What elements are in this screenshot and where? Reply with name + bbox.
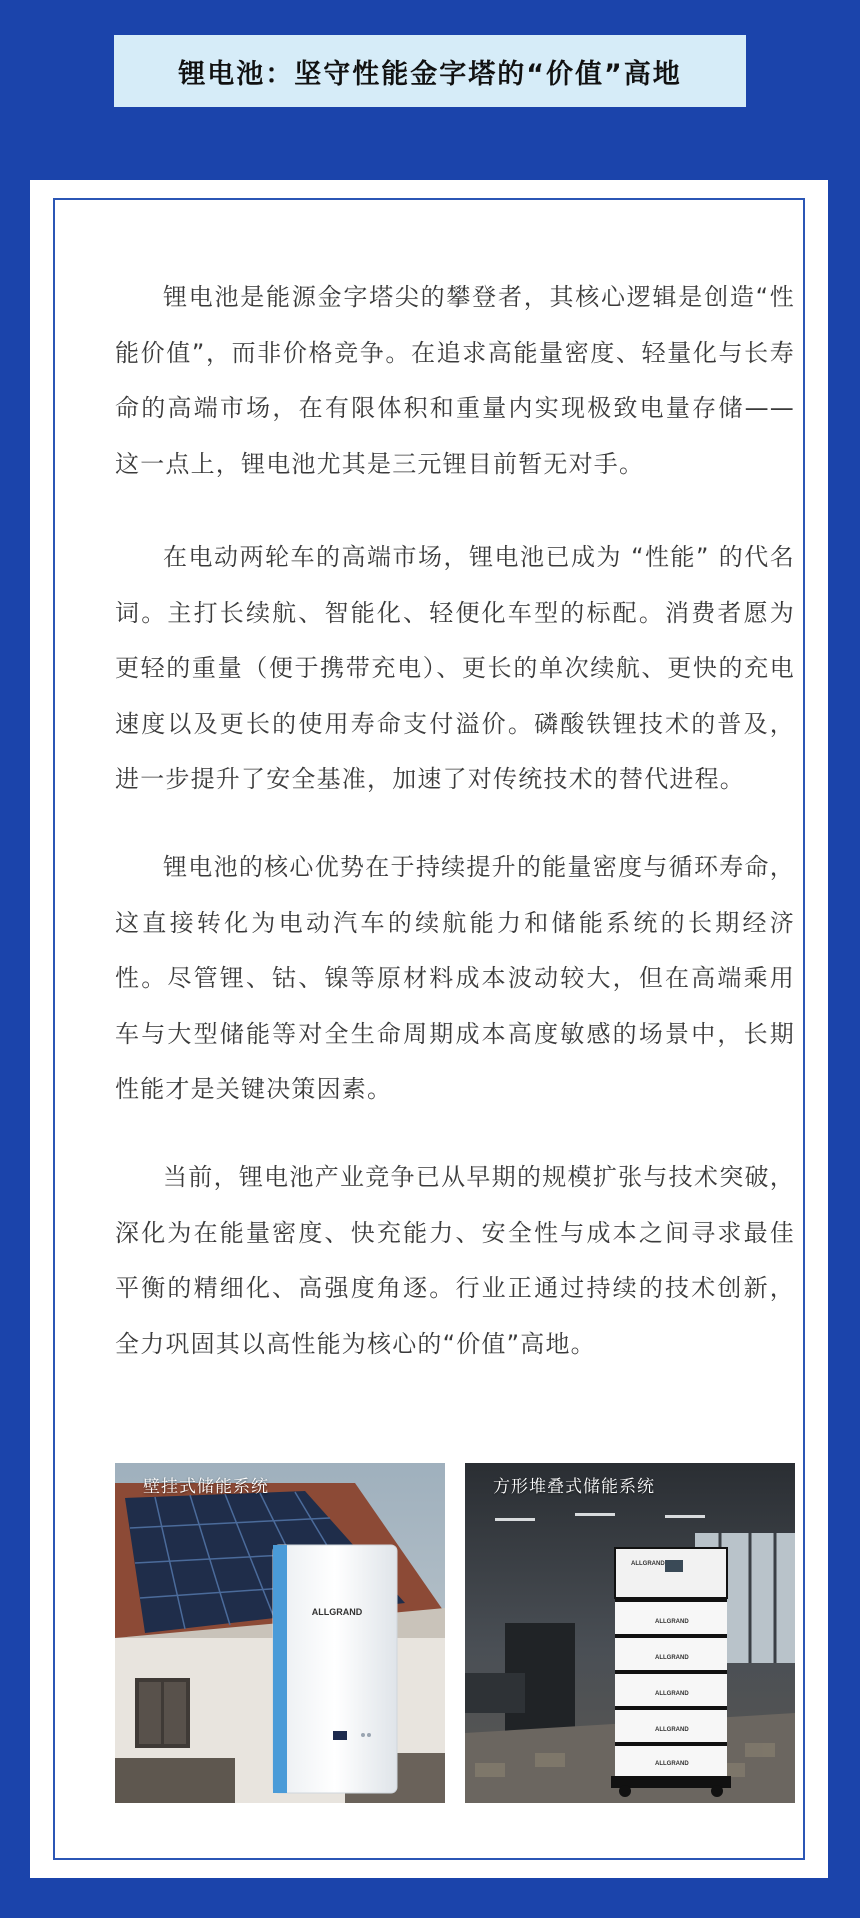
wall-mounted-battery-photo (115, 1463, 445, 1803)
paragraph-2: 在电动两轮车的高端市场，锂电池已成为 “性能” 的代名词。主打长续航、智能化、轻便化车型的标配。消费者愿为更轻的重量（便于携带充电）、更长的单次续航、更快的充电速度以及更长的使用寿命支付溢价。磷酸铁锂技术的普及，进一步提升了安全基准，加速了对传统技术的替代进程。 (115, 543, 795, 793)
wall-mounted-battery-illustration (115, 1463, 445, 1803)
svg-text:ALLGRAND: ALLGRAND (655, 1619, 689, 1625)
image-caption-stacked: 方形堆叠式储能系统 (493, 1477, 655, 1497)
article-frame (53, 198, 805, 1860)
stacked-battery-illustration (465, 1463, 795, 1803)
svg-text:ALLGRAND: ALLGRAND (311, 1607, 363, 1617)
svg-text:ALLGRAND: ALLGRAND (655, 1761, 689, 1767)
svg-text:ALLGRAND: ALLGRAND (631, 1561, 665, 1567)
svg-text:ALLGRAND: ALLGRAND (655, 1727, 689, 1733)
svg-text:ALLGRAND: ALLGRAND (655, 1691, 689, 1697)
page-title: 锂电池：坚守性能金字塔的“价值”高地 (178, 58, 682, 90)
stacked-battery-photo (465, 1463, 795, 1803)
paragraph-4: 当前，锂电池产业竞争已从早期的规模扩张与技术突破，深化为在能量密度、快充能力、安全性与成本之间寻求最佳平衡的精细化、高强度角逐。行业正通过持续的技术创新，全力巩固其以高性能为核心的“价值”高地。 (115, 1163, 795, 1358)
paragraph-3: 锂电池的核心优势在于持续提升的能量密度与循环寿命，这直接转化为电动汽车的续航能力和储能系统的长期经济性。尽管锂、钴、镍等原材料成本波动较大，但在高端乘用车与大型储能等对全生命周期成本高度敏感的场景中，长期性能才是关键决策因素。 (115, 853, 795, 1103)
page-title-banner (114, 35, 746, 107)
article-card (30, 180, 828, 1878)
paragraph-1: 锂电池是能源金字塔尖的攀登者，其核心逻辑是创造“性能价值”，而非价格竞争。在追求高能量密度、轻量化与长寿命的高端市场，在有限体积和重量内实现极致电量存储—— 这一点上，锂电池尤其是三元锂目前暂无对手。 (115, 283, 795, 478)
image-caption-wall-mounted: 壁挂式储能系统 (143, 1477, 269, 1497)
svg-text:ALLGRAND: ALLGRAND (655, 1655, 689, 1661)
